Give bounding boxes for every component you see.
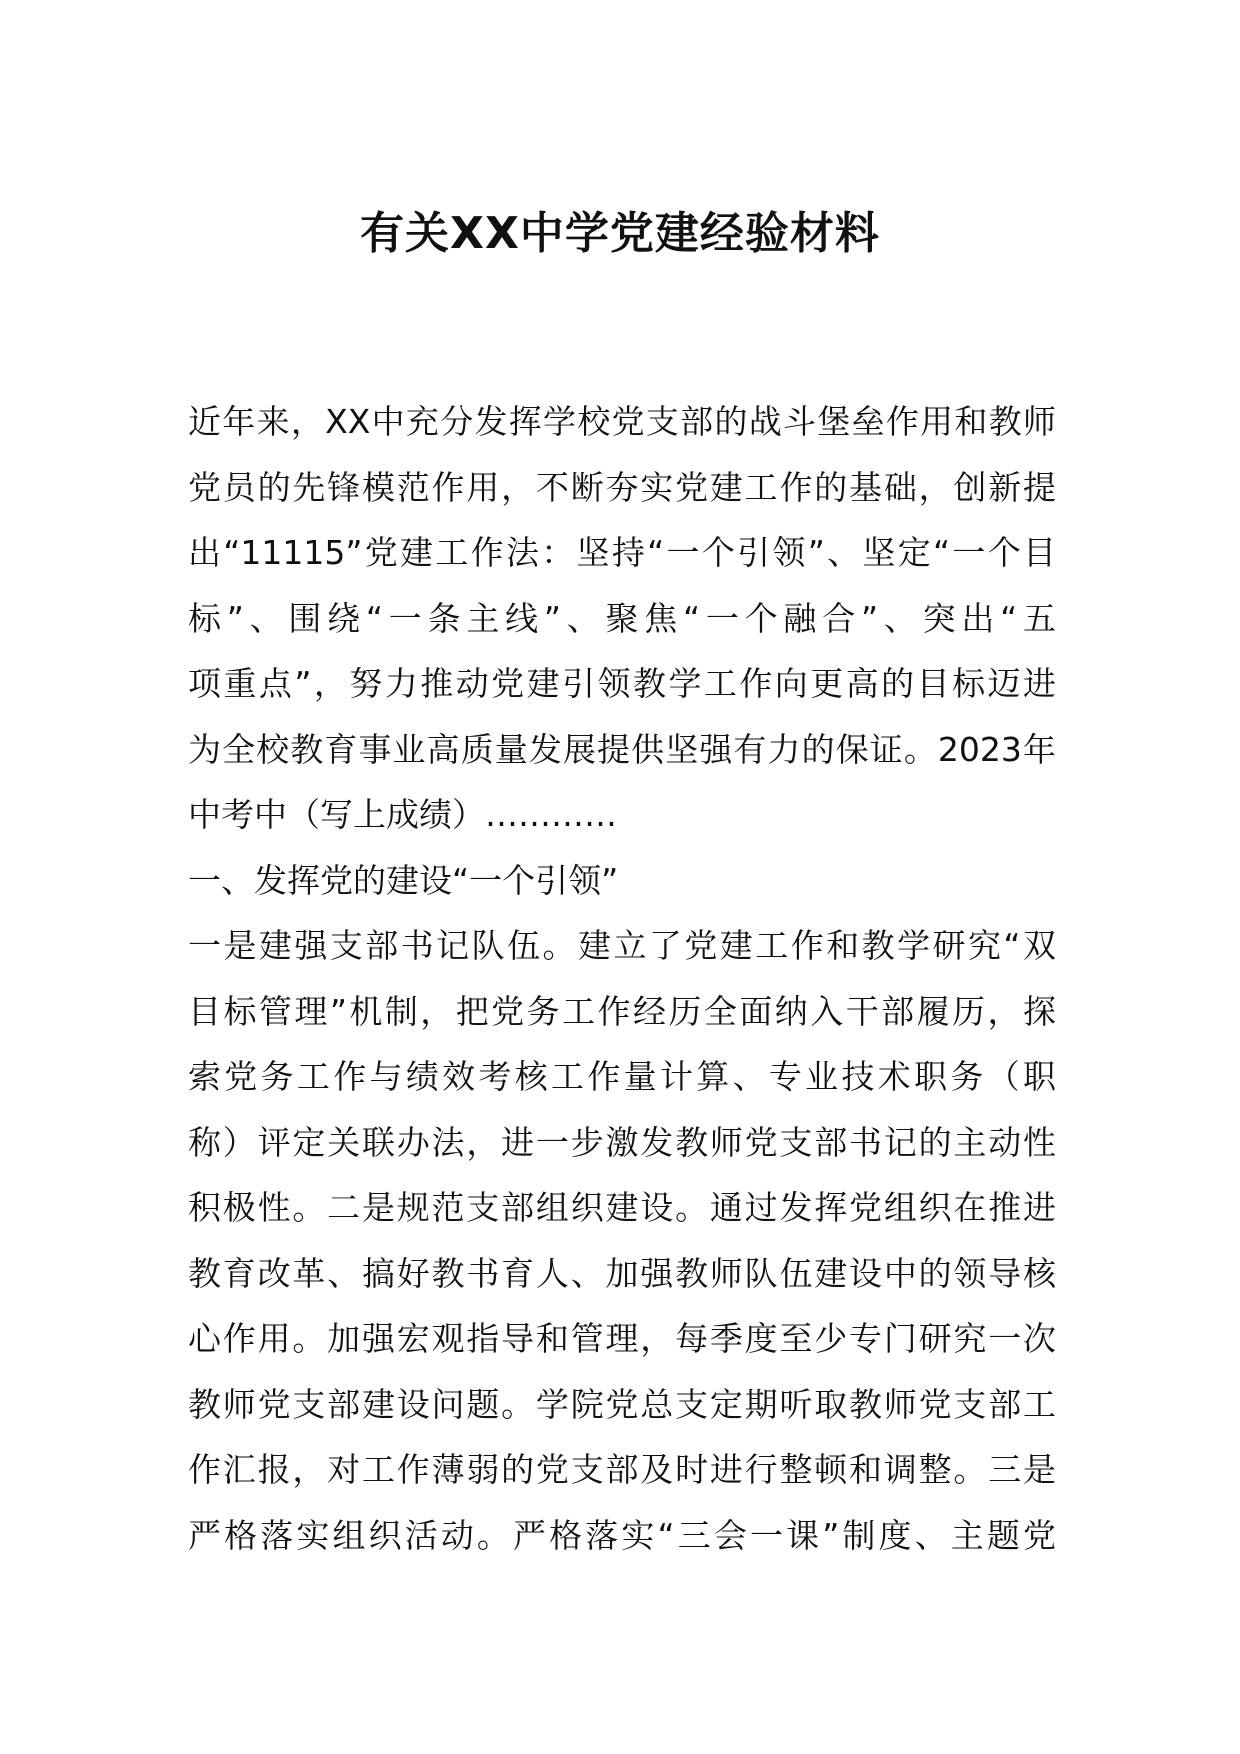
body-line: 项重点”，努力推动党建引领教学工作向更高的目标迈进 bbox=[188, 664, 1056, 703]
body-line: 为全校教育事业高质量发展提供坚强有力的保证。2023年 bbox=[188, 729, 1056, 769]
body-line: 教师党支部建设问题。学院党总支定期听取教师党支部工 bbox=[188, 1384, 1056, 1424]
body-line: 严格落实组织活动。严格落实“三会一课”制度、主题党 bbox=[188, 1515, 1056, 1555]
body-line: 积极性。二是规范支部组织建设。通过发挥党组织在推进 bbox=[188, 1188, 1056, 1227]
body-line: 目标管理”机制，把党务工作经历全面纳入干部履历，探 bbox=[188, 991, 1056, 1031]
section-heading: 一、发挥党的建设“一个引领” bbox=[188, 860, 619, 900]
document-title: 有关XX中学党建经验材料 bbox=[360, 208, 880, 259]
body-line: 一是建强支部书记队伍。建立了党建工作和教学研究“双 bbox=[188, 926, 1056, 965]
body-line: 教育改革、搞好教书育人、加强教师队伍建设中的领导核 bbox=[188, 1253, 1056, 1293]
body-line: 标”、围绕“一条主线”、聚焦“一个融合”、突出“五 bbox=[188, 598, 1056, 638]
body-line: 中考中（写上成绩）………… bbox=[188, 795, 617, 834]
document-body bbox=[188, 389, 1056, 1568]
body-line: 出“11115”党建工作法：坚持“一个引领”、坚定“一个目 bbox=[188, 533, 1056, 572]
body-line: 索党务工作与绩效考核工作量计算、专业技术职务（职 bbox=[188, 1057, 1056, 1096]
body-line: 党员的先锋模范作用，不断夯实党建工作的基础，创新提 bbox=[188, 467, 1056, 507]
body-line: 心作用。加强宏观指导和管理，每季度至少专门研究一次 bbox=[188, 1319, 1056, 1358]
body-line: 称）评定关联办法，进一步激发教师党支部书记的主动性 bbox=[188, 1122, 1056, 1162]
body-line: 近年来，XX中充分发挥学校党支部的战斗堡垒作用和教师 bbox=[188, 402, 1056, 441]
body-line: 作汇报，对工作薄弱的党支部及时进行整顿和调整。三是 bbox=[188, 1450, 1056, 1489]
